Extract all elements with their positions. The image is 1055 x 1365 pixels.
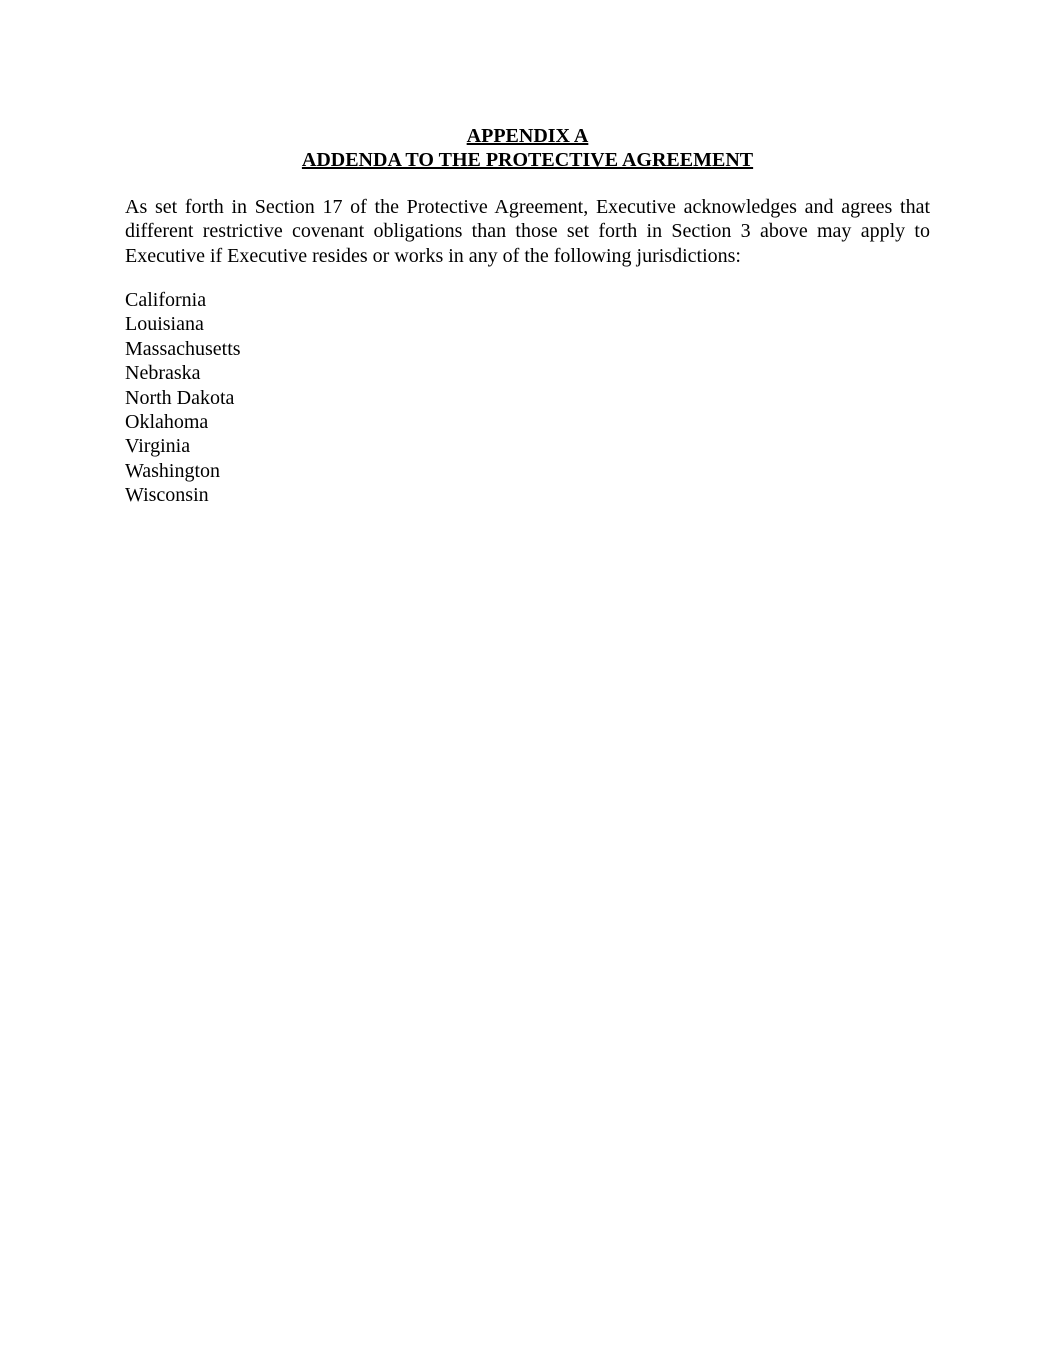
- jurisdiction-item: Wisconsin: [125, 484, 209, 507]
- appendix-title-text: APPENDIX A: [466, 125, 589, 147]
- jurisdiction-item: Virginia: [125, 435, 191, 458]
- appendix-title: [125, 124, 930, 148]
- addenda-subtitle-text: ADDENDA TO THE PROTECTIVE AGREEMENT: [301, 149, 754, 172]
- jurisdiction-item: California: [125, 288, 207, 311]
- jurisdiction-item: Washington: [125, 459, 221, 482]
- jurisdiction-item: North Dakota: [125, 386, 235, 409]
- addenda-subtitle: [125, 148, 930, 172]
- intro-paragraph: As set forth in Section 17 of the Protective Agreement, Executive acknowledges and agrees that different restrictive covenant obligations than those set forth in Section 3 above may apply to Executive if Executive resides or works in any of the following jurisdictions:: [125, 195, 930, 267]
- jurisdiction-item: Massachusetts: [125, 337, 241, 360]
- jurisdiction-item: Oklahoma: [125, 410, 209, 433]
- jurisdiction-list: [125, 288, 930, 508]
- jurisdiction-item: Louisiana: [125, 313, 204, 336]
- jurisdiction-item: Nebraska: [125, 362, 201, 385]
- document-heading: [125, 124, 930, 173]
